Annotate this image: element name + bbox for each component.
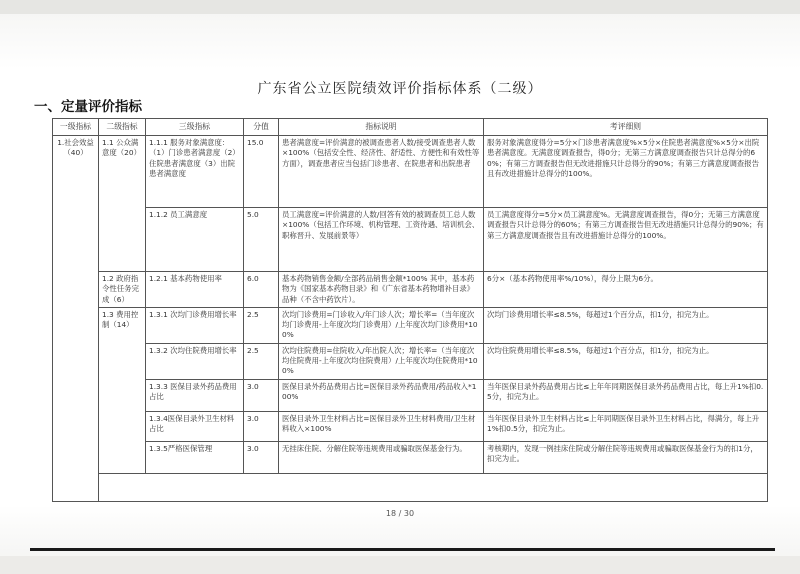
level3-cell: 1.3.4医保目录外卫生材料占比 — [146, 411, 244, 441]
level3-cell: 1.1.2 员工满意度 — [146, 208, 244, 272]
table-row — [53, 208, 768, 272]
rule-cell: 6分×（基本药物使用率%/10%），得分上限为6分。 — [484, 272, 768, 308]
level3-cell: 1.2.1 基本药物使用率 — [146, 272, 244, 308]
header-level1: 一级指标 — [53, 119, 99, 136]
table-row — [53, 272, 768, 308]
scan-top-edge — [0, 0, 800, 14]
rule-cell: 次均住院费用增长率≤8.5%，每超过1个百分点，扣1分，扣完为止。 — [484, 343, 768, 379]
desc-cell: 次均住院费用=住院收入/年出院人次；增长率=（当年度次均住院费用-上年度次均住院费用）/上年度次均住院费用*100% — [279, 343, 484, 379]
table-row — [53, 307, 768, 343]
level3-cell: 1.3.2 次均住院费用增长率 — [146, 343, 244, 379]
score-cell: 15.0 — [244, 136, 279, 208]
table-header-row — [53, 119, 768, 136]
header-description: 指标说明 — [279, 119, 484, 136]
score-cell: 5.0 — [244, 208, 279, 272]
level2-cell: 1.2 政府指令性任务完成（6） — [99, 272, 146, 308]
level3-cell: 1.3.5严格医保管理 — [146, 441, 244, 473]
bottom-rule — [30, 548, 775, 551]
score-cell: 2.5 — [244, 307, 279, 343]
level1-cell: 1.社会效益（40） — [53, 136, 99, 502]
score-cell: 2.5 — [244, 343, 279, 379]
table-row-blank — [53, 473, 768, 501]
score-cell: 3.0 — [244, 411, 279, 441]
section-heading: 一、定量评价指标 — [34, 99, 142, 115]
page-number: 18 / 30 — [385, 509, 415, 518]
table-row — [53, 411, 768, 441]
document-title: 广东省公立医院绩效评价指标体系（二级） — [257, 81, 543, 97]
table-row — [53, 379, 768, 411]
table-row — [53, 441, 768, 473]
level3-cell: 1.3.3 医保目录外药品费用占比 — [146, 379, 244, 411]
score-cell: 3.0 — [244, 441, 279, 473]
indicator-table — [52, 118, 768, 502]
desc-cell: 员工满意度=评价满意的人数/回答有效的被调查员工总人数×100%（包括工作环境、机构管理、工资待遇、培训机会、职称晋升、发展前景等） — [279, 208, 484, 272]
rule-cell: 当年医保目录外药品费用占比≤上年年同期医保目录外药品费用占比，每上升1%扣0.5分，扣完为止。 — [484, 379, 768, 411]
desc-cell: 医保目录外卫生材料占比=医保目录外卫生材料费用/卫生材料收入×100% — [279, 411, 484, 441]
table-row — [53, 136, 768, 208]
header-score: 分值 — [244, 119, 279, 136]
header-level2: 二级指标 — [99, 119, 146, 136]
score-cell: 6.0 — [244, 272, 279, 308]
table-row — [53, 343, 768, 379]
level3-cell: 1.1.1 服务对象满意度：（1）门诊患者满意度（2）住院患者满意度（3）出院患者满意度 — [146, 136, 244, 208]
rule-cell: 考核期内，发现一例挂床住院或分解住院等违规费用或骗取医保基金行为的扣1分，扣完为止。 — [484, 441, 768, 473]
rule-cell: 次均门诊费用增长率≤8.5%，每超过1个百分点，扣1分，扣完为止。 — [484, 307, 768, 343]
header-level3: 三级指标 — [146, 119, 244, 136]
level2-cell: 1.1 公众满意度（20） — [99, 136, 146, 272]
rule-cell: 服务对象满意度得分=5分×门诊患者满意度%×5分×住院患者满意度%×5分×出院患者满意度。无满意度调查报告，得0分；无第三方满意度调查报告只计总得分的60%；有第三方调查报告但无改进措施只计总得分的90%；有第三方满意度调查报告且有改进措施计总得分的100%。 — [484, 136, 768, 208]
score-cell: 3.0 — [244, 379, 279, 411]
level3-cell: 1.3.1 次均门诊费用增长率 — [146, 307, 244, 343]
desc-cell: 无挂床住院、分解住院等违规费用或骗取医保基金行为。 — [279, 441, 484, 473]
desc-cell: 次均门诊费用=门诊收入/年门诊人次；增长率=（当年度次均门诊费用-上年度次均门诊费用）/上年度次均门诊费用*100% — [279, 307, 484, 343]
rule-cell: 当年医保目录外卫生材料占比≤上年同期医保目录外卫生材料占比，得满分，每上升1%扣0.5分，扣完为止。 — [484, 411, 768, 441]
desc-cell: 医保目录外药品费用占比=医保目录外药品费用/药品收入*100% — [279, 379, 484, 411]
desc-cell: 患者满意度=评价满意的被调查患者人数/接受调查患者人数×100%（包括安全性、经济性、舒适性、方便性和有效性等方面），调查患者应当包括门诊患者、在院患者和出院患者 — [279, 136, 484, 208]
header-rules: 考评细则 — [484, 119, 768, 136]
desc-cell: 基本药物销售金额/全部药品销售金额*100% 其中，基本药物为《国家基本药物目录》和《广东省基本药物增补目录》品种（不含中药饮片）。 — [279, 272, 484, 308]
rule-cell: 员工满意度得分=5分×员工满意度%。无满意度调查报告，得0分；无第三方满意度调查报告只计总得分的60%；有第三方调查报告但无改进措施只计总得分的90%；有第三方满意度调查报告且有改进措施计总得分的100%。 — [484, 208, 768, 272]
scan-bottom-edge — [0, 556, 800, 574]
level2-cell: 1.3 费用控制（14） — [99, 307, 146, 473]
